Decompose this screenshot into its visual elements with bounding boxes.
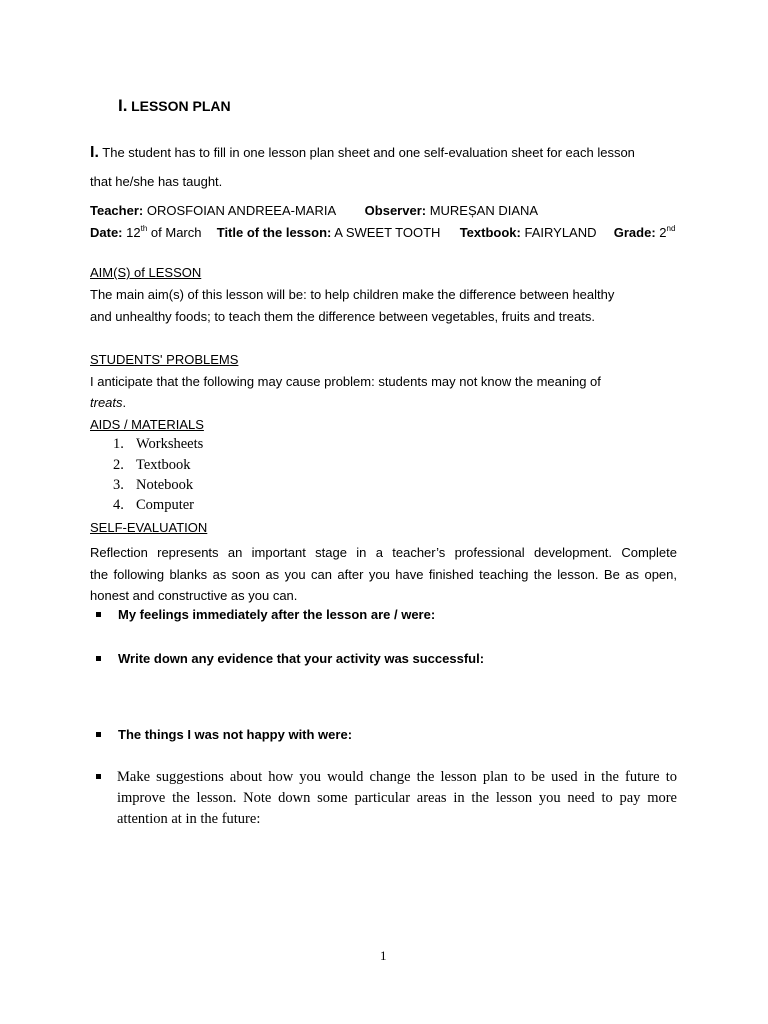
intro-line-2: that he/she has taught. — [90, 174, 223, 189]
self-eval-paragraph — [90, 542, 677, 607]
material-label: Worksheets — [136, 436, 204, 452]
observer-label: Observer: — [364, 203, 427, 218]
material-num: 1. — [113, 436, 124, 452]
problems-line-2 — [90, 395, 126, 410]
question-3: The things I was not happy with were: — [118, 727, 353, 742]
material-item — [113, 477, 193, 494]
material-item — [113, 457, 191, 474]
teacher-observer-line — [90, 203, 538, 218]
problems-line-1: I anticipate that the following may cause problem: students may not know the meaning of — [90, 374, 601, 389]
self-eval-line-3: honest and constructive as you can. — [90, 588, 298, 603]
intro-text-1: The student has to fill in one lesson plan sheet and one self-evaluation sheet for each lesson — [102, 145, 635, 160]
material-label: Computer — [136, 497, 194, 513]
bullet-2 — [96, 656, 101, 661]
textbook-value: FAIRYLAND — [524, 225, 597, 240]
question-4-line-3: attention at in the future: — [117, 811, 261, 827]
question-4-line-2: improve the lesson. Note down some particular areas in the lesson you need to pay more — [117, 790, 677, 806]
aims-line-2: and unhealthy foods; to teach them the difference between vegetables, fruits and treats. — [90, 309, 595, 324]
problems-end: . — [122, 395, 127, 410]
material-num: 2. — [113, 457, 124, 473]
material-num: 4. — [113, 497, 124, 513]
material-label: Textbook — [136, 457, 191, 473]
date-day: 12 — [126, 225, 141, 240]
teacher-value: OROSFOIAN ANDREEA-MARIA — [146, 203, 336, 218]
heading-title: LESSON PLAN — [131, 98, 231, 114]
self-eval-line-1: Reflection represents an important stage in a teacher’s professional development. Complete — [90, 545, 677, 560]
material-item — [113, 436, 203, 453]
page-number: 1 — [380, 948, 387, 963]
intro-numeral: I. — [90, 144, 99, 161]
lesson-info-line — [90, 225, 675, 240]
bullet-1 — [96, 612, 101, 617]
textbook-label: Textbook: — [459, 225, 521, 240]
problems-word: treats — [90, 395, 123, 410]
date-suffix: th — [140, 223, 148, 233]
heading-numeral: I. — [118, 96, 128, 115]
question-4-line-1: Make suggestions about how you would change the lesson plan to be used in the future to — [117, 769, 677, 785]
page-heading — [118, 96, 231, 116]
question-4 — [117, 767, 677, 830]
material-item — [113, 497, 194, 514]
self-eval-line-2: the following blanks as soon as you can after you have finished teaching the lesson. Be as open, — [90, 566, 677, 582]
question-1: My feelings immediately after the lesson are / were: — [118, 607, 436, 622]
lesson-title-value: A SWEET TOOTH — [334, 225, 441, 240]
problems-heading: STUDENTS' PROBLEMS — [90, 352, 239, 367]
grade-label: Grade: — [613, 225, 656, 240]
teacher-label: Teacher: — [90, 203, 144, 218]
self-eval-heading: SELF-EVALUATION — [90, 520, 208, 535]
intro-line-1 — [90, 144, 635, 162]
observer-value: MUREȘAN DIANA — [429, 203, 539, 218]
material-num: 3. — [113, 477, 124, 493]
material-label: Notebook — [136, 477, 194, 493]
question-2: Write down any evidence that your activity was successful: — [118, 651, 485, 666]
grade-suffix: nd — [666, 223, 676, 233]
date-month: of March — [150, 225, 202, 240]
bullet-4 — [96, 774, 101, 779]
aims-heading: AIM(S) of LESSON — [90, 265, 202, 280]
bullet-3 — [96, 732, 101, 737]
grade-value: 2 — [659, 225, 667, 240]
lesson-title-label: Title of the lesson: — [216, 225, 332, 240]
materials-heading: AIDS / MATERIALS — [90, 417, 204, 432]
aims-line-1: The main aim(s) of this lesson will be: to help children make the difference between healthy — [90, 287, 615, 302]
date-label: Date: — [90, 225, 123, 240]
